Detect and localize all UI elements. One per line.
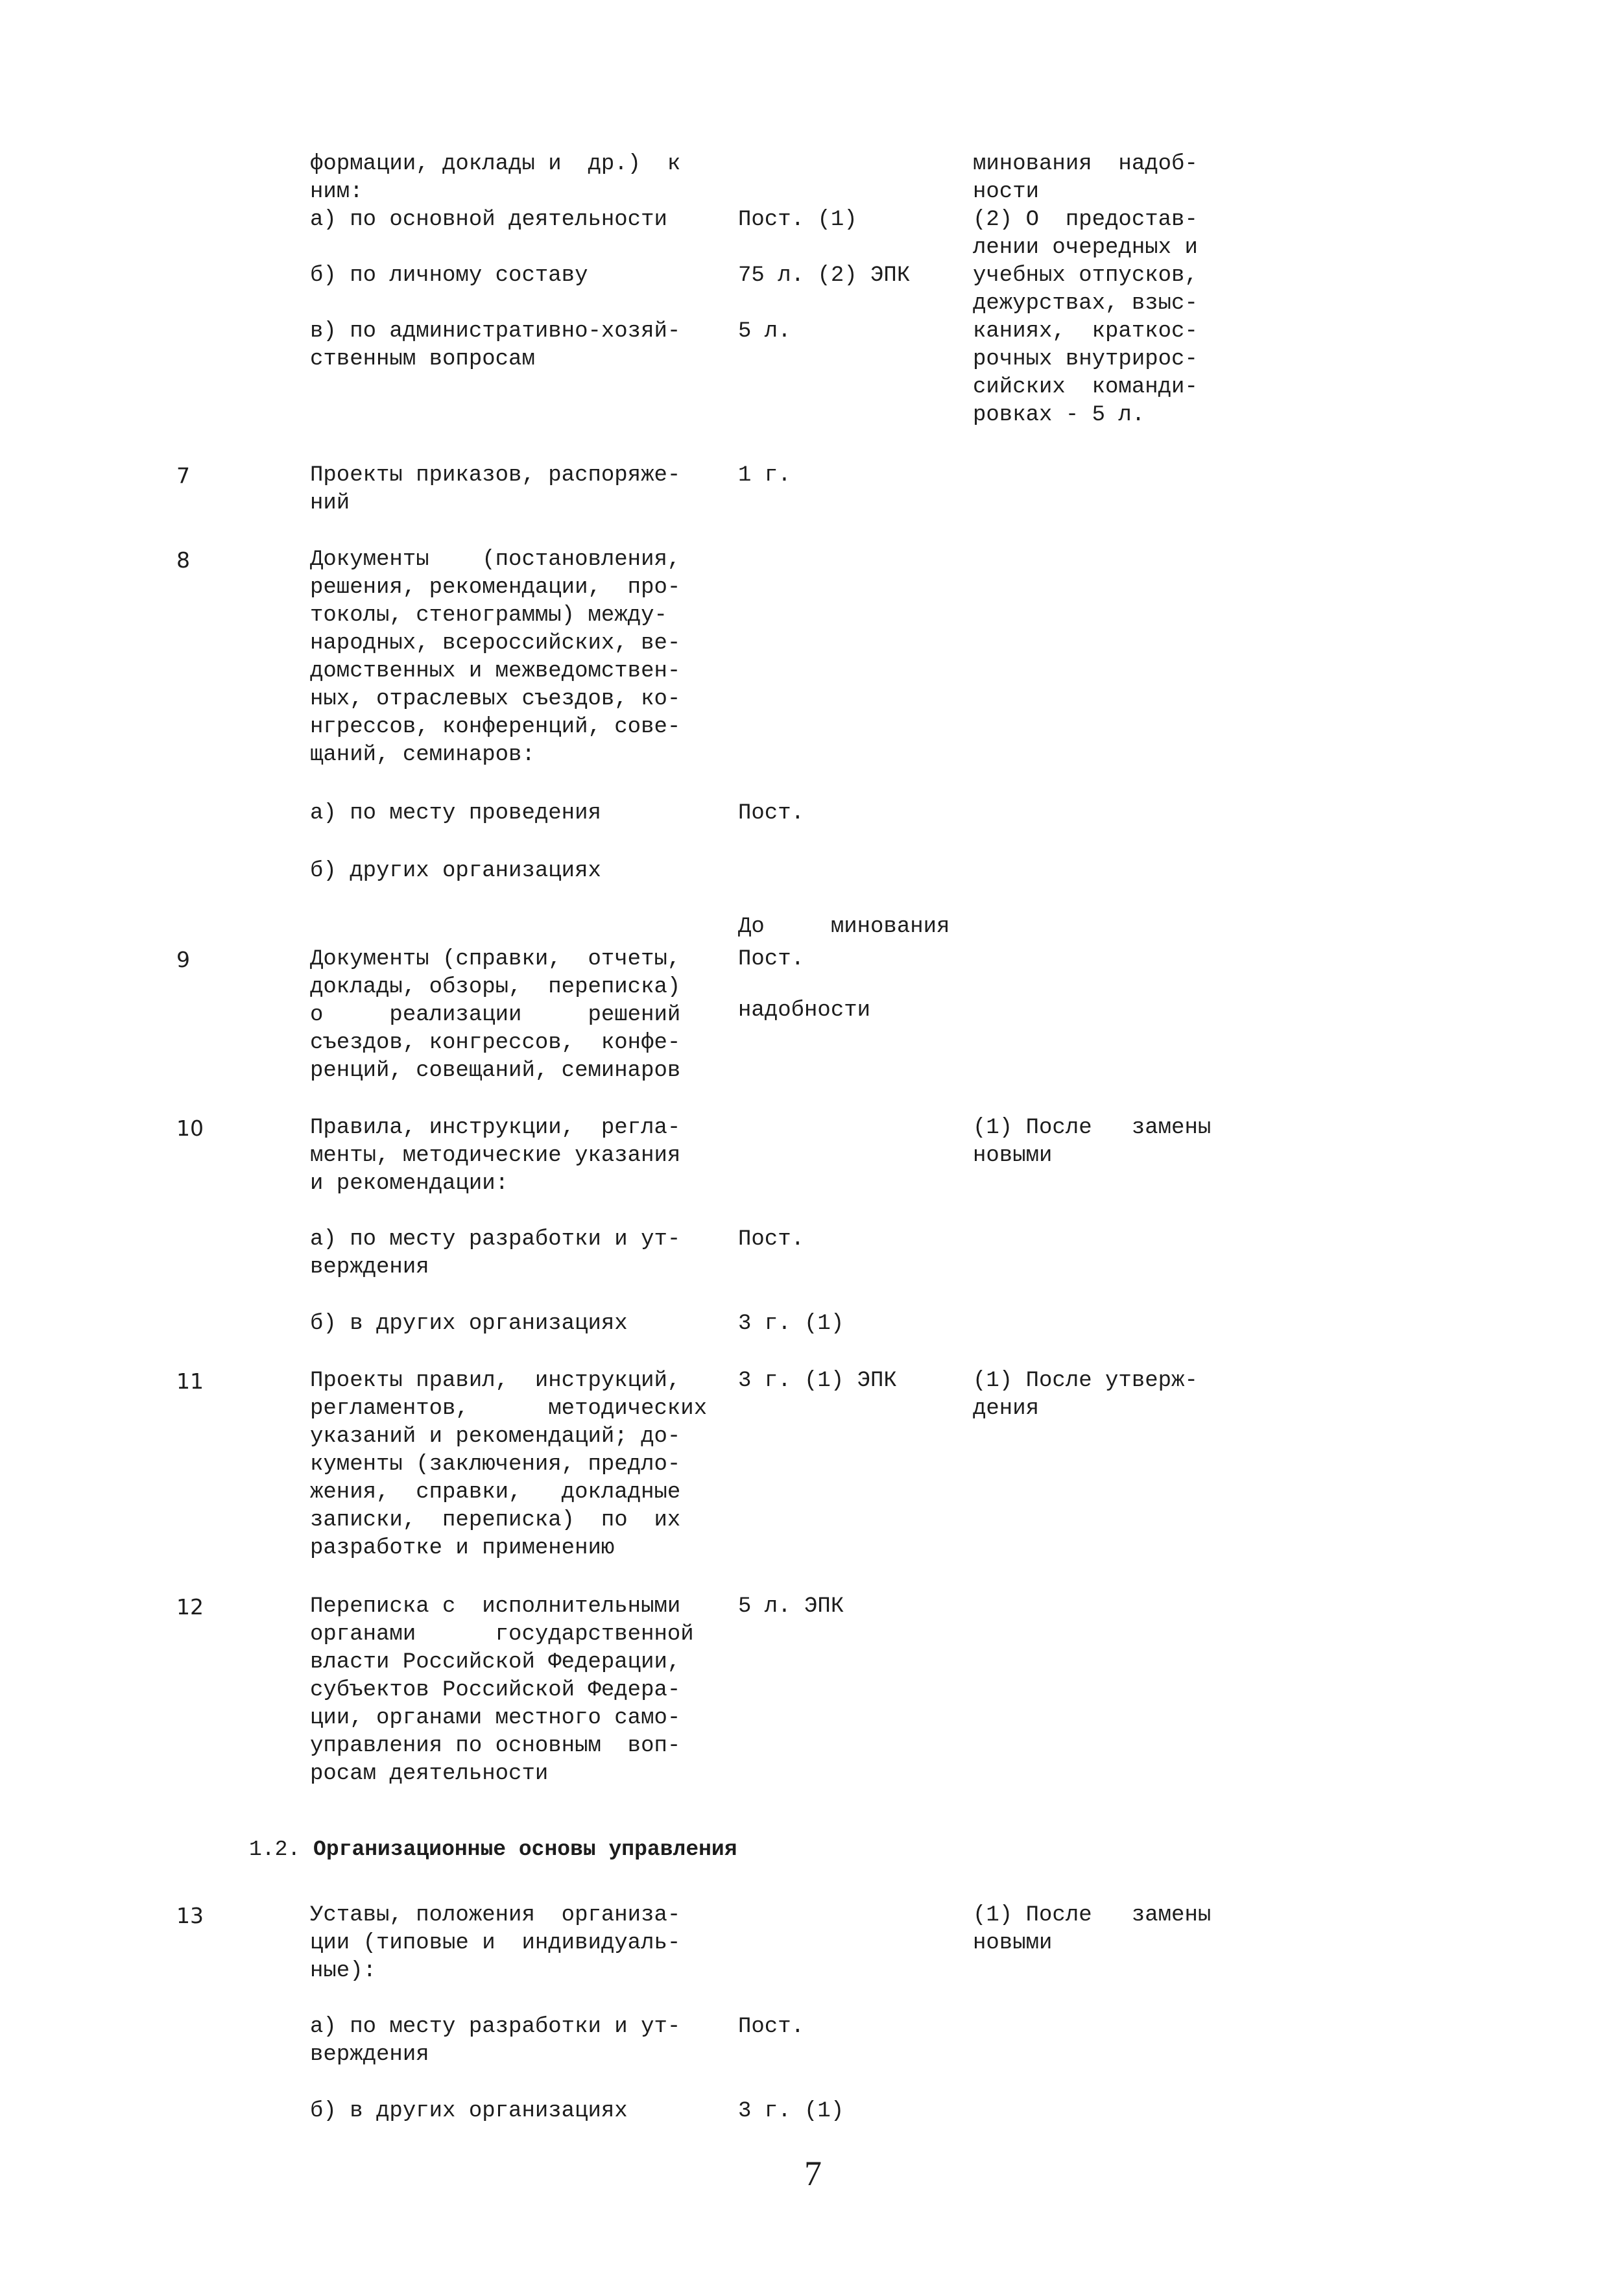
article-text: Документы (постановления, решения, рекомендации, про- токолы, стенограммы) между- народных, всероссийских, ве- домственных и межведомствен- ных, отраслевых съездов, ко- нгрессов, конференций, сове- щаний, семинаров: [310,547,681,767]
article-number: 10 [176,1116,204,1141]
subitem-b: б) по личному составу [310,263,588,288]
article-text: Проекты приказов, распоряже- ний [310,463,681,516]
subitem-b: б) в других организациях [310,2099,628,2123]
article-text: Документы (справки, отчеты, доклады, обзоры, переписка) о реализации решений съездов, конгрессов, конфе- ренций, совещаний, семинаров [310,947,681,1083]
note-line: рочных внутрирос- [973,347,1198,372]
article-note: (1) После замены новыми [973,1116,1212,1168]
retention-term: Пост. (1) [738,208,857,232]
retention-term: 3 г. (1) ЭПК [738,1369,897,1393]
article-number: 13 [176,1903,204,1928]
article-text: Правила, инструкции, регла- менты, методические указания и рекомендации: [310,1116,681,1196]
article-text: Переписка с исполнительными органами государственной власти Российской Федерации, субъектов Российской Федера- ции, органами местного само- управления по основным воп- росам деятельности [310,1594,694,1786]
retention-term: 3 г. (1) [738,2099,844,2123]
article-number: 7 [176,463,190,488]
note-line: (2) О предостав- [973,208,1198,232]
article-note: (1) После утверж- дения [973,1369,1198,1421]
retention-term: 5 л. ЭПК [738,1594,844,1619]
subitem-b: б) в других организациях [310,1311,628,1336]
note-line: лении очередных и [973,235,1198,260]
retention-term: Пост. [738,947,805,972]
article-note: (1) После замены новыми [973,1903,1212,1956]
retention-term: 5 л. [738,319,791,344]
subitem-a: а) по месту проведения [310,801,601,826]
subitem-a: а) по месту разработки и ут- верждения [310,1227,681,1280]
subitem-b: б) других организациях [310,859,601,883]
article-number: 8 [176,547,190,573]
article-number: 9 [176,947,190,972]
article-text: Уставы, положения организа- ции (типовые и индивидуаль- ные): [310,1903,681,1983]
note-line: минования надоб- [973,152,1198,176]
retention-term: Пост. [738,1227,805,1252]
article-number: 11 [176,1369,204,1394]
note-line: ровках - 5 л. [973,403,1145,427]
page-number: 7 [804,2154,822,2193]
subitem-c: в) по административно-хозяй- ственным вопросам [310,319,681,372]
article-text: Проекты правил, инструкций, регламентов, методических указаний и рекомендаций; до- кументы (заключения, предло- жения, справки, докладные записки, переписка) по их разработке и применению [310,1369,708,1561]
retention-term: 3 г. (1) [738,1311,844,1336]
top-fragment-text [310,150,728,206]
article-number: 12 [176,1594,204,1620]
subitem-a: а) по месту разработки и ут- верждения [310,2015,681,2067]
retention-term: 75 л. (2) ЭПК [738,263,911,288]
text-line: формации, доклады и др.) к [310,152,681,176]
retention-term: 1 г. [738,463,791,488]
note-line: ности [973,180,1040,204]
text-line: ним: [310,180,363,204]
note-line: сийских команди- [973,375,1198,400]
retention-term: Пост. [738,2015,805,2039]
note-line: учебных отпусков, [973,263,1198,288]
retention-term: Пост. [738,801,805,826]
section-heading: 1.2. Организационные основы управления [249,1837,737,1861]
subitem-a: а) по основной деятельности [310,208,667,232]
note-line: дежурствах, взыс- [973,291,1198,316]
note-line: каниях, краткос- [973,319,1198,344]
retention-term: До минования надобности [738,915,950,1023]
notes-column [973,150,1232,429]
